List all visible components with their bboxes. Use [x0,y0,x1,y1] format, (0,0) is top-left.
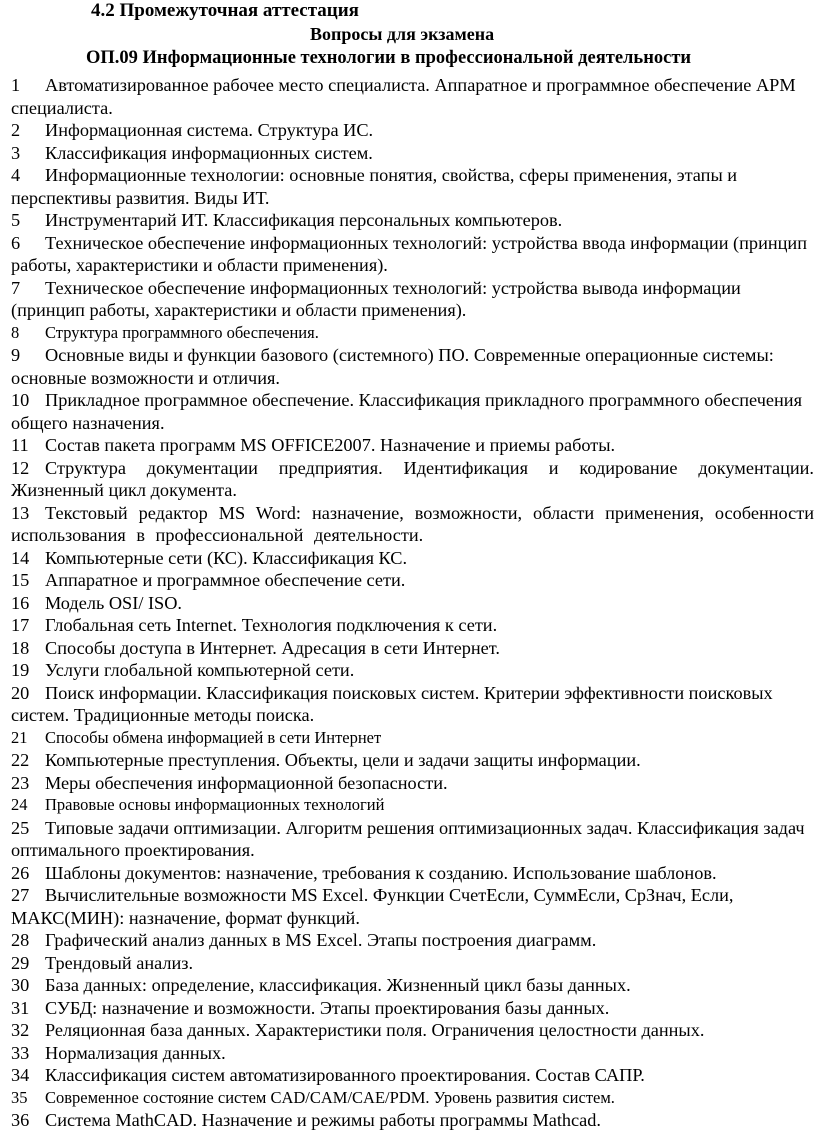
question-item [11,749,814,772]
question-number: 5 [11,210,21,230]
question-item [11,1109,814,1132]
question-text: Автоматизированное рабочее место специалиста. Аппаратное и программное обеспечение АРМ специалиста. [11,75,796,118]
question-item [11,119,814,142]
question-text: Инструментарий ИТ. Классификация персональных компьютеров. [45,210,563,230]
question-number: 6 [11,232,21,253]
question-item [11,1042,814,1065]
question-number: 29 [11,952,30,973]
question-item [11,389,814,434]
question-item [11,862,814,885]
question-text: Информационная система. Структура ИС. [45,120,374,140]
question-item [11,1019,814,1042]
question-number: 24 [11,795,28,814]
question-item [11,974,814,997]
question-number: 27 [11,885,30,905]
question-item [11,997,814,1020]
question-item [11,164,814,209]
question-number: 16 [11,592,30,613]
question-text: Классификация информационных систем. [45,142,373,163]
question-item [11,322,814,345]
question-number: 22 [11,750,30,770]
question-number: 1 [11,75,21,95]
question-text: Вычислительные возможности MS Excel. Функции СчетЕсли, СуммЕсли, СрЗнач, Если, МАКС(МИН): назначение, формат функций. [11,885,734,928]
question-text: Информационные технологии: основные понятия, свойства, сферы применения, этапы и перспективы развития. Виды ИТ. [11,165,738,208]
question-text: Текстовый редактор MS Word: назначение, возможности, области применения, особенности использования в профессиональной деятельности. [11,502,814,545]
question-item [11,929,814,952]
question-item [11,232,814,277]
exam-subtitle: Вопросы для экзамена [310,24,495,44]
question-text: Структура документации предприятия. Идентификация и кодирование документации. Жизненный цикл документа. [11,457,814,500]
question-item [11,682,814,727]
section-heading: 4.2 Промежуточная аттестация [91,0,359,21]
question-text: Структура программного обеспечения. [45,322,319,342]
question-number: 9 [11,345,21,365]
question-number: 20 [11,682,30,703]
question-text: Реляционная база данных. Характеристики поля. Ограничения целостности данных. [45,1020,705,1040]
question-item [11,659,814,682]
question-text: Компьютерные преступления. Объекты, цели и задачи защиты информации. [45,750,641,770]
question-text: База данных: определение, классификация. Жизненный цикл базы данных. [45,975,631,995]
question-item [11,547,814,570]
question-text: Прикладное программное обеспечение. Классификация прикладного программного обеспечения общего назначения. [11,390,803,433]
question-text: Услуги глобальной компьютерной сети. [45,660,355,680]
question-number: 23 [11,772,30,793]
question-text: Глобальная сеть Internet. Технология подключения к сети. [45,615,498,635]
question-item [11,457,814,502]
question-item [11,74,814,119]
question-number: 17 [11,615,30,635]
question-number: 7 [11,277,21,298]
question-item [11,569,814,592]
question-number: 21 [11,727,28,747]
question-text: Техническое обеспечение информационных технологий: устройства вывода информации (принцип работы, характеристики и области применения). [11,277,741,320]
question-item [11,817,814,862]
course-title: ОП.09 Информационные технологии в профессиональной деятельности [86,48,692,68]
question-item [11,434,814,457]
question-text: Компьютерные сети (КС). Классификация КС. [45,547,408,568]
question-item [11,142,814,165]
question-number: 10 [11,390,30,410]
question-number: 26 [11,862,30,883]
question-text: Техническое обеспечение информационных технологий: устройства ввода информации (принцип работы, характеристики и области применения). [11,232,807,275]
question-item [11,502,814,547]
question-text: Графический анализ данных в MS Excel. Этапы построения диаграмм. [45,930,597,950]
question-item [11,952,814,975]
question-text: Типовые задачи оптимизации. Алгоритм решения оптимизационных задач. Классификация задач оптимального проектирования. [11,817,805,860]
question-text: Способы доступа в Интернет. Адресация в сети Интернет. [45,637,500,658]
question-text: Трендовый анализ. [45,952,194,973]
question-number: 36 [11,1110,30,1130]
question-number: 14 [11,547,30,568]
question-item [11,637,814,660]
question-item [11,727,814,750]
question-text: Основные виды и функции базового (системного) ПО. Современные операционные системы: основные возможности и отличия. [11,345,774,388]
question-number: 8 [11,322,20,342]
question-number: 34 [11,1065,30,1085]
question-number: 18 [11,637,30,658]
question-number: 35 [11,1087,28,1107]
question-number: 30 [11,975,30,995]
question-text: Способы обмена информацией в сети Интернет [45,727,382,747]
question-number: 31 [11,997,30,1018]
question-item [11,1087,814,1110]
question-text: Меры обеспечения информационной безопасности. [45,772,448,793]
question-text: Нормализация данных. [45,1042,226,1063]
question-number: 11 [11,435,29,455]
question-list [11,74,814,1132]
question-item [11,592,814,615]
question-number: 13 [11,502,30,523]
question-item [11,614,814,637]
question-number: 33 [11,1042,30,1063]
question-number: 19 [11,660,30,680]
question-number: 12 [11,457,30,478]
question-text: Шаблоны документов: назначение, требования к созданию. Использование шаблонов. [45,862,717,883]
question-item [11,344,814,389]
question-item [11,277,814,322]
question-text: Аппаратное и программное обеспечение сети. [45,570,406,590]
question-text: Состав пакета программ MS OFFICE2007. Назначение и приемы работы. [45,435,616,455]
question-item [11,1064,814,1087]
question-number: 3 [11,142,21,163]
question-number: 25 [11,817,30,838]
question-number: 28 [11,930,30,950]
question-text: СУБД: назначение и возможности. Этапы проектирования базы данных. [45,997,610,1018]
question-item [11,772,814,795]
question-text: Модель OSI/ ISO. [45,592,182,613]
question-item [11,794,814,817]
question-text: Поиск информации. Классификация поисковых систем. Критерии эффективности поисковых систем. Традиционные методы поиска. [11,682,773,725]
question-number: 4 [11,165,21,185]
question-number: 32 [11,1020,30,1040]
question-number: 15 [11,570,30,590]
question-text: Правовые основы информационных технологий [45,795,385,814]
question-text: Современное состояние систем CAD/CAM/CAE/PDM. Уровень развития систем. [45,1087,615,1107]
question-text: Классификация систем автоматизированного проектирования. Состав САПР. [45,1065,645,1085]
question-number: 2 [11,120,21,140]
question-item [11,884,814,929]
question-text: Система MathCAD. Назначение и режимы работы программы Mathcad. [45,1110,601,1130]
question-item [11,209,814,232]
